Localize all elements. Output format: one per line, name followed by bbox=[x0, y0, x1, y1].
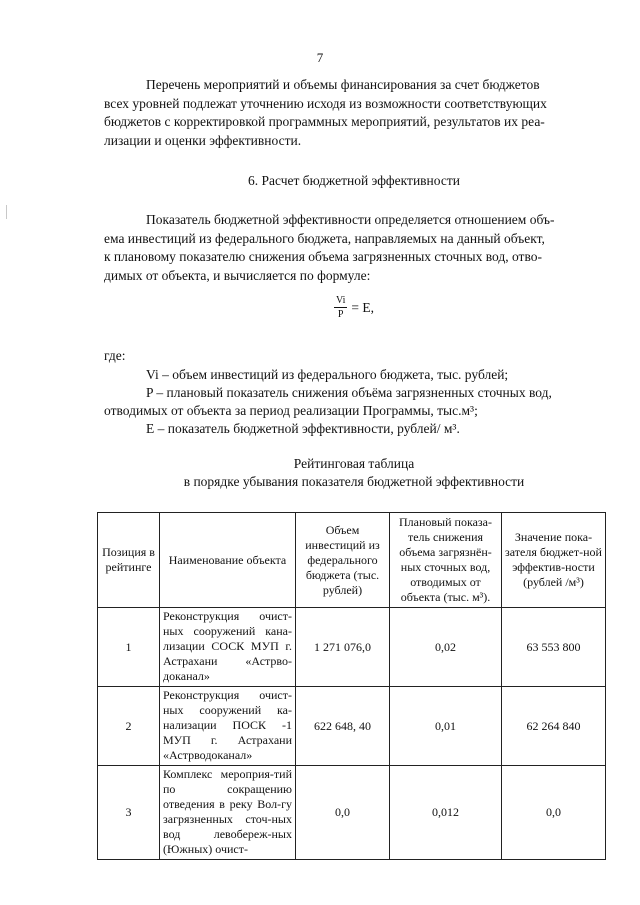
header-name: Наименование объекта bbox=[160, 513, 296, 608]
table-title: Рейтинговая таблица bbox=[293, 456, 415, 471]
cell-position: 2 bbox=[98, 687, 160, 766]
cell-reduction: 0,01 bbox=[390, 687, 502, 766]
cell-investment: 622 648, 40 bbox=[296, 687, 390, 766]
intro-line: лизации и оценки эффективности. bbox=[104, 132, 302, 148]
rating-table bbox=[97, 512, 606, 860]
cell-position: 1 bbox=[98, 608, 160, 687]
cell-name: Комплекс мероприя-тий по сокращению отведения в реку Вол-гу загрязненных сточ-ных вод левобереж-ных (Южных) очист- bbox=[160, 766, 296, 860]
table-subtitle: в порядке убывания показателя бюджетной эффективности bbox=[183, 474, 525, 489]
formula-rhs: = E, bbox=[351, 299, 375, 315]
cell-efficiency: 62 264 840 bbox=[502, 687, 606, 766]
definition-vi: Vi – объем инвестиций из федерального бюджета, тыс. рублей; bbox=[146, 367, 509, 382]
cell-position: 3 bbox=[98, 766, 160, 860]
definitions-list bbox=[104, 366, 604, 438]
table-row bbox=[98, 687, 606, 766]
cell-investment: 0,0 bbox=[296, 766, 390, 860]
intro-line: Перечень мероприятий и объемы финансирования за счет бюджетов bbox=[146, 77, 540, 92]
header-position: Позиция в рейтинге bbox=[98, 513, 160, 608]
header-efficiency: Значение пока-зателя бюджет-ной эффектив-ности (рублей /м³) bbox=[502, 513, 606, 608]
header-reduction: Плановый показа-тель снижения объема загрязнён-ных сточных вод, отводимых от объекта (тыс. м³). bbox=[390, 513, 502, 608]
cell-reduction: 0,012 bbox=[390, 766, 502, 860]
header-investment: Объем инвестиций из федерального бюджета (тыс. рублей) bbox=[296, 513, 390, 608]
formula-fraction bbox=[334, 295, 347, 320]
cell-efficiency: 0,0 bbox=[502, 766, 606, 860]
table-row bbox=[98, 766, 606, 860]
page-number: 7 bbox=[316, 50, 324, 65]
cell-investment: 1 271 076,0 bbox=[296, 608, 390, 687]
intro-paragraph bbox=[104, 76, 604, 150]
section-title: 6. Расчет бюджетной эффективности bbox=[248, 173, 460, 188]
intro-line: всех уровней подлежат уточнению исходя из возможности соответствующих bbox=[104, 95, 547, 111]
table-header-row bbox=[98, 513, 606, 608]
method-line: димых от объекта, и вычисляется по формуле: bbox=[104, 267, 371, 283]
cell-name: Реконструкция очист-ных сооружений ка-нализации ПОСК -1 МУП г. Астрахани «Астрводоканал» bbox=[160, 687, 296, 766]
definition-p: P – плановый показатель снижения объёма загрязненных сточных вод, отводимых от объекта за период реализации Программы, тыс.м³; bbox=[104, 385, 552, 418]
table-row bbox=[98, 608, 606, 687]
method-line: к плановому показателю снижения объема загрязненных сточных вод, отво- bbox=[104, 249, 542, 264]
method-line: Показатель бюджетной эффективности определяется отношением объ- bbox=[146, 212, 555, 227]
definition-e: E – показатель бюджетной эффективности, рублей/ м³. bbox=[146, 421, 460, 436]
scan-edge-mark bbox=[6, 205, 7, 219]
method-paragraph bbox=[104, 211, 604, 285]
where-label: где: bbox=[104, 348, 126, 363]
efficiency-formula bbox=[334, 295, 374, 320]
cell-reduction: 0,02 bbox=[390, 608, 502, 687]
intro-line: бюджетов с корректировкой программных мероприятий, результатов их реа- bbox=[104, 114, 545, 129]
formula-numerator: Vi bbox=[336, 295, 346, 306]
cell-name: Реконструкция очист-ных сооружений кана-лизации СОСК МУП г. Астрахани «Астрво-доканал» bbox=[160, 608, 296, 687]
formula-denominator: P bbox=[337, 309, 344, 320]
cell-efficiency: 63 553 800 bbox=[502, 608, 606, 687]
method-line: ема инвестиций из федерального бюджета, направляемых на данный объект, bbox=[104, 230, 545, 246]
